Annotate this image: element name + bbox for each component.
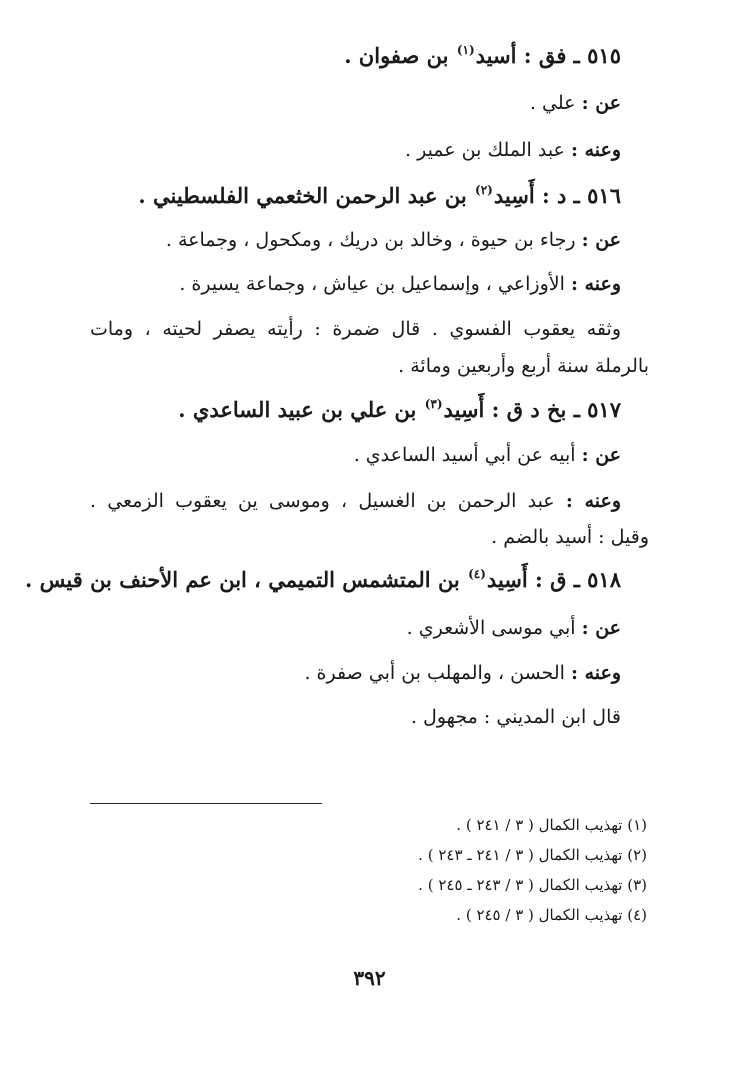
entry-517-note: وقيل : أسيد بالضم . bbox=[491, 526, 649, 548]
entry-516-note-2: بالرملة سنة أربع وأربعين ومائة . bbox=[398, 355, 649, 377]
by-text: عبد الرحمن بن الغسيل ، وموسى ين يعقوب الزمعي . bbox=[90, 490, 566, 512]
entry-515-from bbox=[90, 89, 621, 117]
page-number: ٣٩٢ bbox=[353, 966, 386, 990]
entry-518-name-rest: بن المتشمس التميمي ، ابن عم الأحنف بن قيس . bbox=[24, 567, 468, 592]
entry-515-by bbox=[90, 136, 621, 164]
footnote-mark-2: (٢) bbox=[475, 183, 493, 197]
footnote-3: (٣) تهذيب الكمال ( ٣ / ٢٤٣ ـ ٢٤٥ ) . bbox=[418, 876, 647, 894]
from-label: عن : bbox=[581, 229, 621, 251]
footnote-1: (١) تهذيب الكمال ( ٣ / ٢٤١ ) . bbox=[456, 816, 647, 834]
entry-516-from bbox=[90, 226, 621, 254]
footnote-4: (٤) تهذيب الكمال ( ٣ / ٢٤٥ ) . bbox=[456, 906, 647, 924]
by-text: الأوزاعي ، وإسماعيل بن عياش ، وجماعة يسيرة . bbox=[179, 273, 571, 295]
entry-517-by bbox=[90, 487, 621, 515]
entry-517-from bbox=[90, 441, 621, 469]
by-label: وعنه : bbox=[565, 490, 621, 512]
by-label: وعنه : bbox=[570, 662, 621, 684]
entry-516-heading bbox=[90, 182, 621, 213]
entry-518-heading bbox=[24, 566, 621, 597]
entry-516-by bbox=[90, 270, 621, 298]
from-label: عن : bbox=[581, 617, 621, 639]
from-label: عن : bbox=[581, 92, 621, 114]
from-text: أبي موسى الأشعري . bbox=[406, 617, 582, 639]
entry-517-number-name: ٥١٧ ـ بخ د ق : أَسِيد bbox=[443, 397, 621, 422]
entry-518-number-name: ٥١٨ ـ ق : أَسِيد bbox=[486, 567, 621, 592]
entry-515-name-rest: بن صفوان . bbox=[344, 43, 456, 68]
entry-515-heading bbox=[90, 42, 621, 73]
by-label: وعنه : bbox=[570, 139, 621, 161]
entry-518-by bbox=[90, 659, 621, 687]
by-text: الحسن ، والمهلب بن أبي صفرة . bbox=[304, 662, 571, 684]
footnote-mark-1: (١) bbox=[456, 43, 475, 57]
by-label: وعنه : bbox=[570, 273, 621, 295]
entry-516-number-name: ٥١٦ ـ د : أَسِيد bbox=[493, 183, 621, 208]
from-label: عن : bbox=[581, 444, 621, 466]
from-text: أبيه عن أبي أسيد الساعدي . bbox=[353, 444, 582, 466]
by-text: عبد الملك بن عمير . bbox=[405, 139, 571, 161]
entry-516-name-rest: بن عبد الرحمن الخثعمي الفلسطيني . bbox=[138, 183, 475, 208]
entry-515-number-name: ٥١٥ ـ فق : أسيد bbox=[475, 43, 621, 68]
from-text: علي . bbox=[529, 92, 582, 114]
entry-516-note-1: وثقه يعقوب الفسوي . قال ضمرة : رأيته يصفر لحيته ، ومات bbox=[90, 318, 621, 340]
footnote-mark-3: (٣) bbox=[424, 397, 443, 411]
from-text: رجاء بن حيوة ، وخالد بن دريك ، ومكحول ، وجماعة . bbox=[165, 229, 582, 251]
entry-518-from bbox=[90, 614, 621, 642]
footnote-mark-4: (٤) bbox=[468, 567, 486, 581]
footnote-rule bbox=[90, 803, 322, 804]
entry-517-heading bbox=[90, 396, 621, 427]
entry-517-name-rest: بن علي بن عبيد الساعدي . bbox=[178, 397, 424, 422]
entry-518-note: قال ابن المديني : مجهول . bbox=[410, 706, 621, 728]
footnote-2: (٢) تهذيب الكمال ( ٣ / ٢٤١ ـ ٢٤٣ ) . bbox=[418, 846, 647, 864]
